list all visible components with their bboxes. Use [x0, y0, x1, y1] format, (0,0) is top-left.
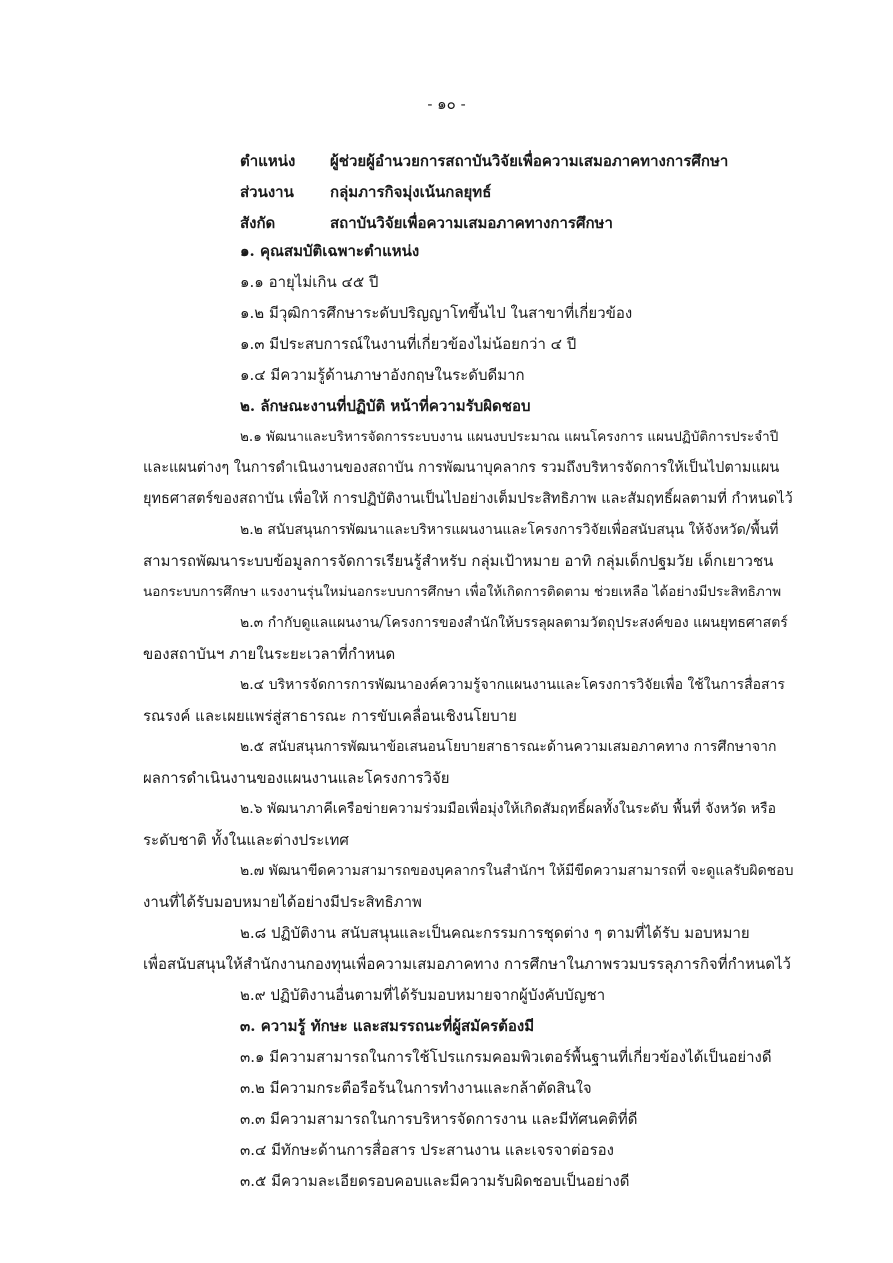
list-item: ๑.๑ อายุไม่เกิน ๔๕ ปี [240, 273, 379, 291]
paragraph-line: ระดับชาติ ทั้งในและต่างประเทศ [143, 831, 349, 849]
document-body [143, 236, 793, 1197]
paragraph-line: ของสถาบันฯ ภายในระยะเวลาที่กำหนด [143, 645, 396, 663]
paragraph-line: ๒.๘ ปฏิบัติงาน สนับสนุนและเป็นคณะกรรมการชุดต่าง ๆ ตามที่ได้รับ มอบหมาย [240, 924, 750, 942]
paragraph-line: งานที่ได้รับมอบหมายได้อย่างมีประสิทธิภาพ [143, 893, 422, 911]
unit-value: กลุ่มภารกิจมุ่งเน้นกลยุทธ์ [330, 183, 492, 201]
list-item: ๑.๓ มีประสบการณ์ในงานที่เกี่ยวข้องไม่น้อยกว่า ๔ ปี [240, 335, 577, 353]
position-row [240, 146, 728, 177]
paragraph-line: ๒.๕ สนับสนุนการพัฒนาข้อเสนอนโยบายสาธารณะด้านความเสมอภาคทาง การศึกษาจาก [240, 739, 777, 755]
paragraph-line: ๒.๓ กำกับดูแลแผนงาน/โครงการของสำนักให้บรรลุผลตามวัตถุประสงค์ของ แผนยุทธศาสตร์ [240, 615, 788, 631]
paragraph-line: ๒.๔ บริหารจัดการการพัฒนาองค์ความรู้จากแผนงานและโครงการวิจัยเพื่อ ใช้ในการสื่อสาร [240, 677, 785, 693]
affiliation-label: สังกัด [240, 214, 276, 232]
unit-label: ส่วนงาน [240, 183, 294, 201]
paragraph-line: ผลการดำเนินงานของแผนงานและโครงการวิจัย [143, 769, 450, 787]
list-item: ๓.๔ มีทักษะด้านการสื่อสาร ประสานงาน และเจรจาต่อรอง [240, 1141, 614, 1159]
position-value: ผู้ช่วยผู้อำนวยการสถาบันวิจัยเพื่อความเสมอภาคทางการศึกษา [330, 152, 729, 170]
paragraph-line: สามารถพัฒนาระบบข้อมูลการจัดการเรียนรู้สำหรับ กลุ่มเป้าหมาย อาทิ กลุ่มเด็กปฐมวัย เด็กเยาวชน [143, 552, 774, 570]
list-item: ๑.๒ มีวุฒิการศึกษาระดับปริญญาโทขึ้นไป ในสาขาที่เกี่ยวข้อง [240, 304, 633, 322]
paragraph-line: เพื่อสนับสนุนให้สำนักงานกองทุนเพื่อความเสมอภาคทาง การศึกษาในภาพรวมบรรลุภารกิจที่กำหนดไว้ [143, 955, 791, 973]
list-item: ๑.๔ มีความรู้ด้านภาษาอังกฤษในระดับดีมาก [240, 366, 525, 384]
paragraph-line: นอกระบบการศึกษา แรงงานรุ่นใหม่นอกระบบการศึกษา เพื่อให้เกิดการติดตาม ช่วยเหลือ ได้อย่างมีประสิทธิภาพ [143, 584, 782, 600]
affiliation-value: สถาบันวิจัยเพื่อความเสมอภาคทางการศึกษา [330, 214, 613, 232]
list-item: ๓.๕ มีความละเอียดรอบคอบและมีความรับผิดชอบเป็นอย่างดี [240, 1172, 630, 1190]
paragraph-line: ๒.๙ ปฏิบัติงานอื่นตามที่ได้รับมอบหมายจากผู้บังคับบัญชา [240, 986, 606, 1004]
paragraph-line: ยุทธศาสตร์ของสถาบัน เพื่อให้ การปฏิบัติงานเป็นไปอย่างเต็มประสิทธิภาพ และสัมฤทธิ์ผลตามที่ กำหนดไว้ [143, 491, 793, 507]
list-item: ๓.๒ มีความกระตือรือร้นในการทำงานและกล้าตัดสินใจ [240, 1079, 592, 1097]
unit-row [240, 177, 728, 208]
paragraph-line: ๒.๑ พัฒนาและบริหารจัดการระบบงาน แผนงบประมาณ แผนโครงการ แผนปฏิบัติการประจำปี [240, 429, 779, 445]
affiliation-row [240, 208, 728, 239]
section-heading: ๓. ความรู้ ทักษะ และสมรรถนะที่ผู้สมัครต้องมี [240, 1017, 535, 1035]
section-heading: ๑. คุณสมบัติเฉพาะตำแหน่ง [240, 242, 420, 260]
list-item: ๓.๑ มีความสามารถในการใช้โปรแกรมคอมพิวเตอร์พื้นฐานที่เกี่ยวข้องได้เป็นอย่างดี [240, 1048, 772, 1066]
position-header [240, 146, 728, 239]
paragraph-line: รณรงค์ และเผยแพร่สู่สาธารณะ การขับเคลื่อนเชิงนโยบาย [143, 707, 517, 725]
section-heading: ๒. ลักษณะงานที่ปฏิบัติ หน้าที่ความรับผิดชอบ [240, 397, 531, 415]
paragraph-line: ๒.๗ พัฒนาขีดความสามารถของบุคลากรในสำนักฯ ให้มีขีดความสามารถที่ จะดูแลรับผิดชอบ [240, 863, 793, 879]
page-number: - ๑๐ - [427, 95, 466, 113]
paragraph-line: ๒.๒ สนับสนุนการพัฒนาและบริหารแผนงานและโครงการวิจัยเพื่อสนับสนุน ให้จังหวัด/พื้นที่ [240, 522, 779, 538]
paragraph-line: และแผนต่างๆ ในการดำเนินงานของสถาบัน การพัฒนาบุคลากร รวมถึงบริหารจัดการให้เป็นไปตามแผน [143, 460, 780, 476]
paragraph-line: ๒.๖ พัฒนาภาคีเครือข่ายความร่วมมือเพื่อมุ่งให้เกิดสัมฤทธิ์ผลทั้งในระดับ พื้นที่ จังหวัด หรือ [240, 801, 777, 817]
list-item: ๓.๓ มีความสามารถในการบริหารจัดการงาน และมีทัศนคติที่ดี [240, 1110, 638, 1128]
position-label: ตำแหน่ง [240, 152, 296, 170]
